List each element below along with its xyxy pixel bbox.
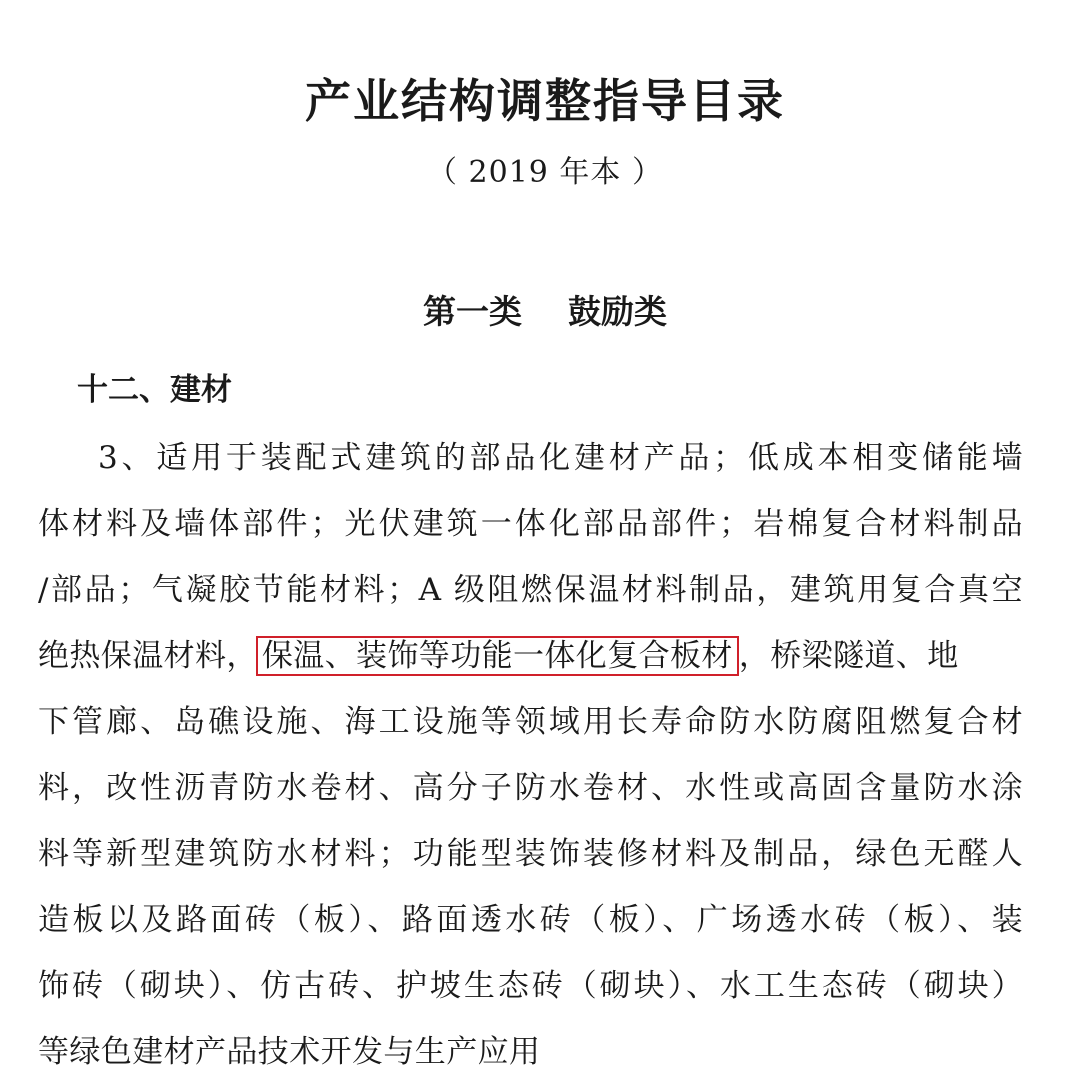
section-heading: 十二、建材 <box>77 372 232 408</box>
document-title: 产业结构调整指导目录 <box>305 74 785 128</box>
paragraph-line-last: 等绿色建材产品技术开发与生产应用 <box>38 1034 541 1070</box>
edition-year: （ 2019 年本 ） <box>427 155 663 190</box>
paragraph-line: 料，改性沥青防水卷材、高分子防水卷材、水性或高固含量防水涂 <box>38 770 1023 806</box>
paragraph-line: 料等新型建筑防水材料；功能型装饰装修材料及制品，绿色无醛人 <box>38 836 1023 872</box>
paragraph-line: /部品；气凝胶节能材料；A 级阻燃保温材料制品，建筑用复合真空 <box>38 572 1023 608</box>
paragraph-line: 3、适用于装配式建筑的部品化建材产品；低成本相变储能墙 <box>98 440 1023 476</box>
paragraph-line-highlighted <box>38 623 1023 689</box>
line-text-before: 绝热保温材料， <box>38 638 258 674</box>
category-heading: 第一类 鼓励类 <box>423 292 667 331</box>
paragraph-line: 饰砖（砌块）、仿古砖、护坡生态砖（砌块）、水工生态砖（砌块） <box>38 968 1023 1004</box>
paragraph-line: 造板以及路面砖（板）、路面透水砖（板）、广场透水砖（板）、装 <box>38 902 1023 938</box>
paragraph-line: 体材料及墙体部件；光伏建筑一体化部品部件；岩棉复合材料制品 <box>38 506 1023 542</box>
paragraph-line: 下管廊、岛礁设施、海工设施等领域用长寿命防水防腐阻燃复合材 <box>38 704 1023 740</box>
line-text-after: ，桥梁隧道、地 <box>738 638 959 674</box>
highlight-box: 保温、装饰等功能一体化复合板材 <box>256 636 739 676</box>
